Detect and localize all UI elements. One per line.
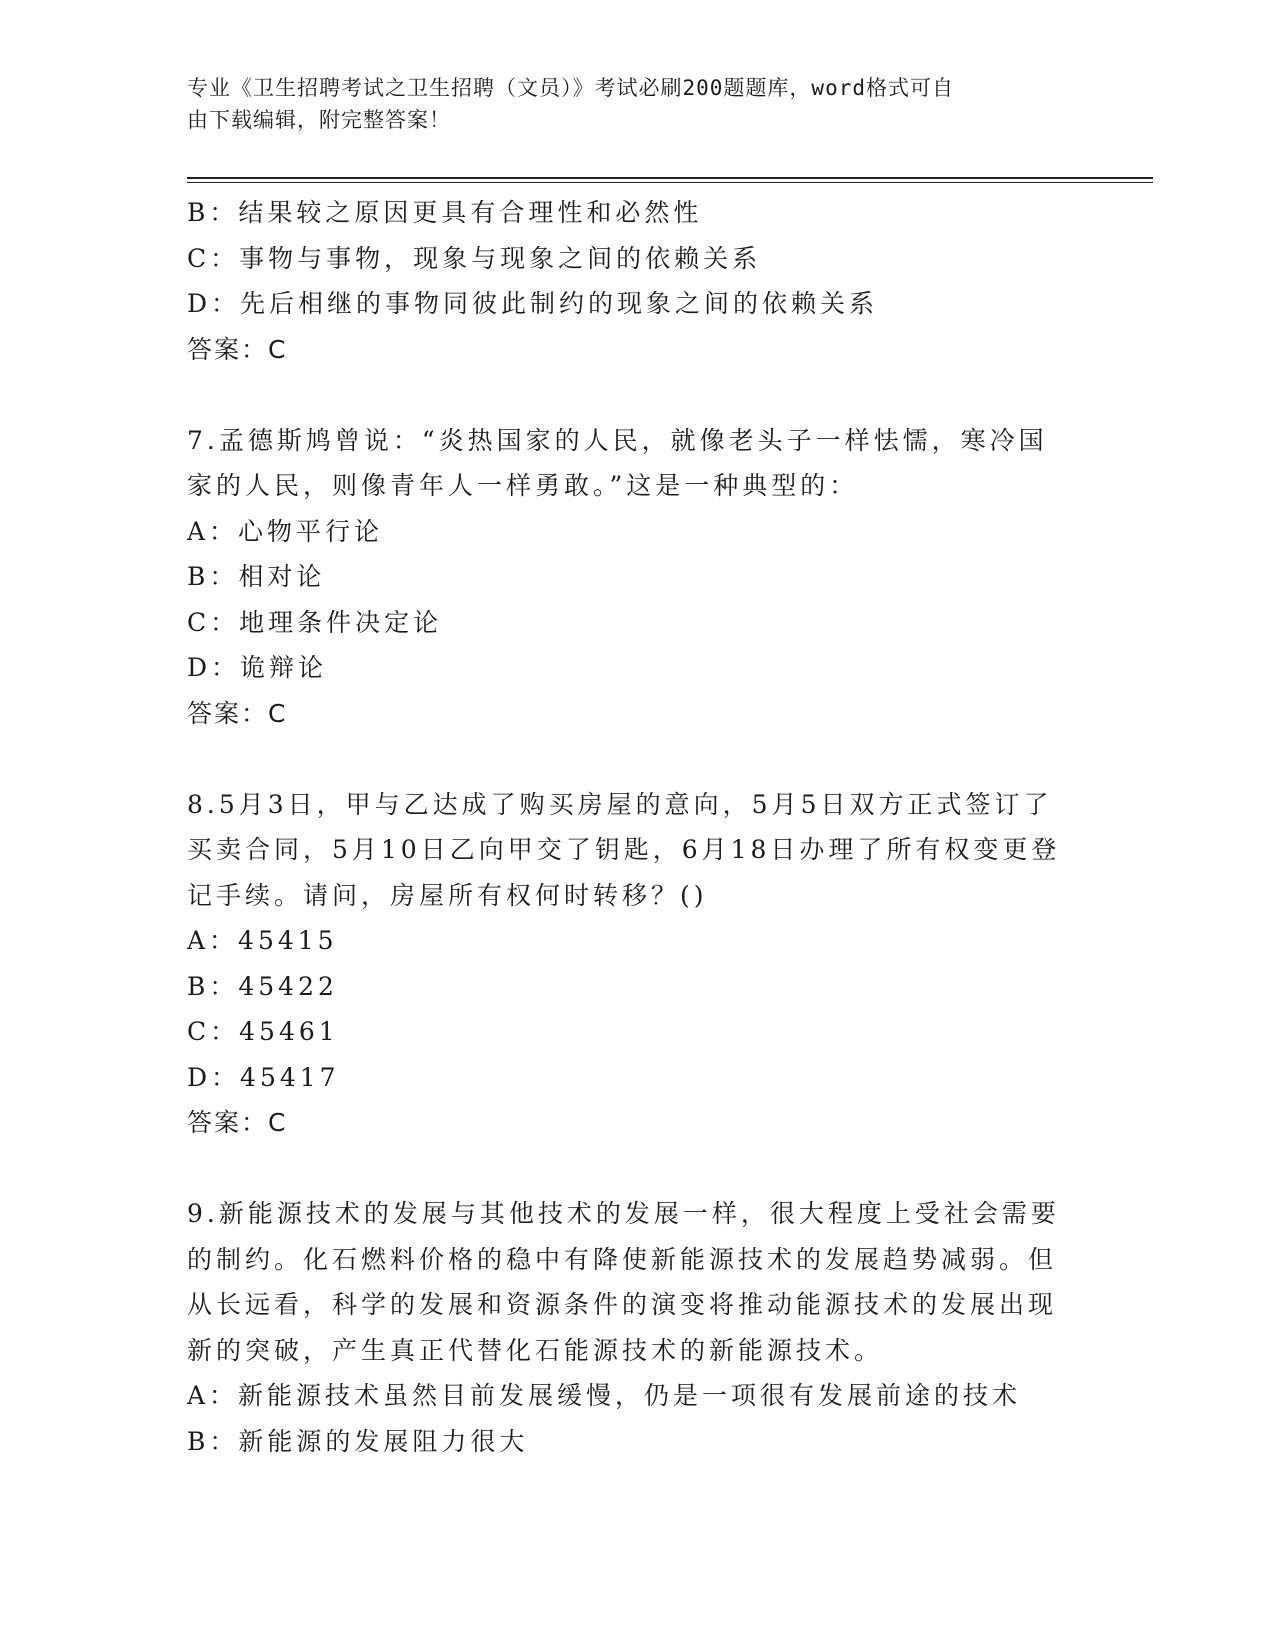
q8-option-c: C：45461 bbox=[187, 1017, 339, 1046]
spacer bbox=[187, 1146, 1087, 1192]
q6-option-d: D：先后相继的事物同彼此制约的现象之间的依赖关系 bbox=[187, 289, 879, 318]
q9-option-a: A：新能源技术虽然目前发展缓慢，仍是一项很有发展前途的技术 bbox=[187, 1381, 1022, 1410]
q9-stem-line-3: 从长远看，科学的发展和资源条件的演变将推动能源技术的发展出现 bbox=[187, 1290, 1058, 1319]
question-content bbox=[187, 190, 1087, 1464]
q8-option-d: D：45417 bbox=[187, 1062, 340, 1092]
header-divider-thick bbox=[187, 177, 1153, 179]
q9-stem-line-4: 新的突破，产生真正代替化石能源技术的新能源技术。 bbox=[187, 1335, 884, 1365]
q7-stem-line-2: 家的人民，则像青年人一样勇敢。”这是一种典型的： bbox=[187, 471, 859, 500]
q7-option-d: D：诡辩论 bbox=[187, 653, 328, 682]
spacer bbox=[187, 736, 1087, 782]
q8-stem-line-2: 买卖合同，5月10日乙向甲交了钥匙，6月18日办理了所有权变更登 bbox=[187, 835, 1061, 864]
question-7-block bbox=[187, 418, 1087, 737]
q7-option-c: C：地理条件决定论 bbox=[187, 607, 443, 637]
spacer bbox=[187, 372, 1087, 418]
document-header bbox=[187, 72, 1067, 136]
header-line-2: 由下载编辑，附完整答案！ bbox=[187, 108, 451, 132]
q9-stem-line-1: 9.新能源技术的发展与其他技术的发展一样，很大程度上受社会需要 bbox=[187, 1199, 1060, 1228]
header-line-1: 专业《卫生招聘考试之卫生招聘（文员）》考试必刷200题题库，word格式可自 bbox=[187, 76, 954, 100]
q6-option-b: B：结果较之原因更具有合理性和必然性 bbox=[187, 198, 703, 227]
question-9-block bbox=[187, 1191, 1087, 1464]
question-8-block bbox=[187, 782, 1087, 1146]
q7-option-a: A：心物平行论 bbox=[187, 516, 384, 546]
q9-option-b: B：新能源的发展阻力很大 bbox=[187, 1426, 529, 1456]
q8-answer: 答案：C bbox=[187, 1108, 288, 1137]
question-6-block bbox=[187, 190, 1087, 372]
q8-stem-line-1: 8.5月3日，甲与乙达成了购买房屋的意向，5月5日双方正式签订了 bbox=[187, 789, 1053, 819]
q6-option-c: C：事物与事物，现象与现象之间的依赖关系 bbox=[187, 243, 762, 273]
q7-option-b: B：相对论 bbox=[187, 562, 326, 591]
q6-answer: 答案：C bbox=[187, 334, 288, 364]
q9-stem-line-2: 的制约。化石燃料价格的稳中有降使新能源技术的发展趋势减弱。但 bbox=[187, 1244, 1058, 1274]
q8-option-b: B：45422 bbox=[187, 971, 338, 1001]
q7-answer: 答案：C bbox=[187, 698, 288, 728]
header-divider-thin bbox=[187, 182, 1153, 183]
q8-option-a: A：45415 bbox=[187, 926, 338, 955]
q8-stem-line-3: 记手续。请问，房屋所有权何时转移？() bbox=[187, 880, 708, 910]
q7-stem-line-1: 7.孟德斯鸠曾说：“炎热国家的人民，就像老头子一样怯懦，寒冷国 bbox=[187, 425, 1048, 455]
